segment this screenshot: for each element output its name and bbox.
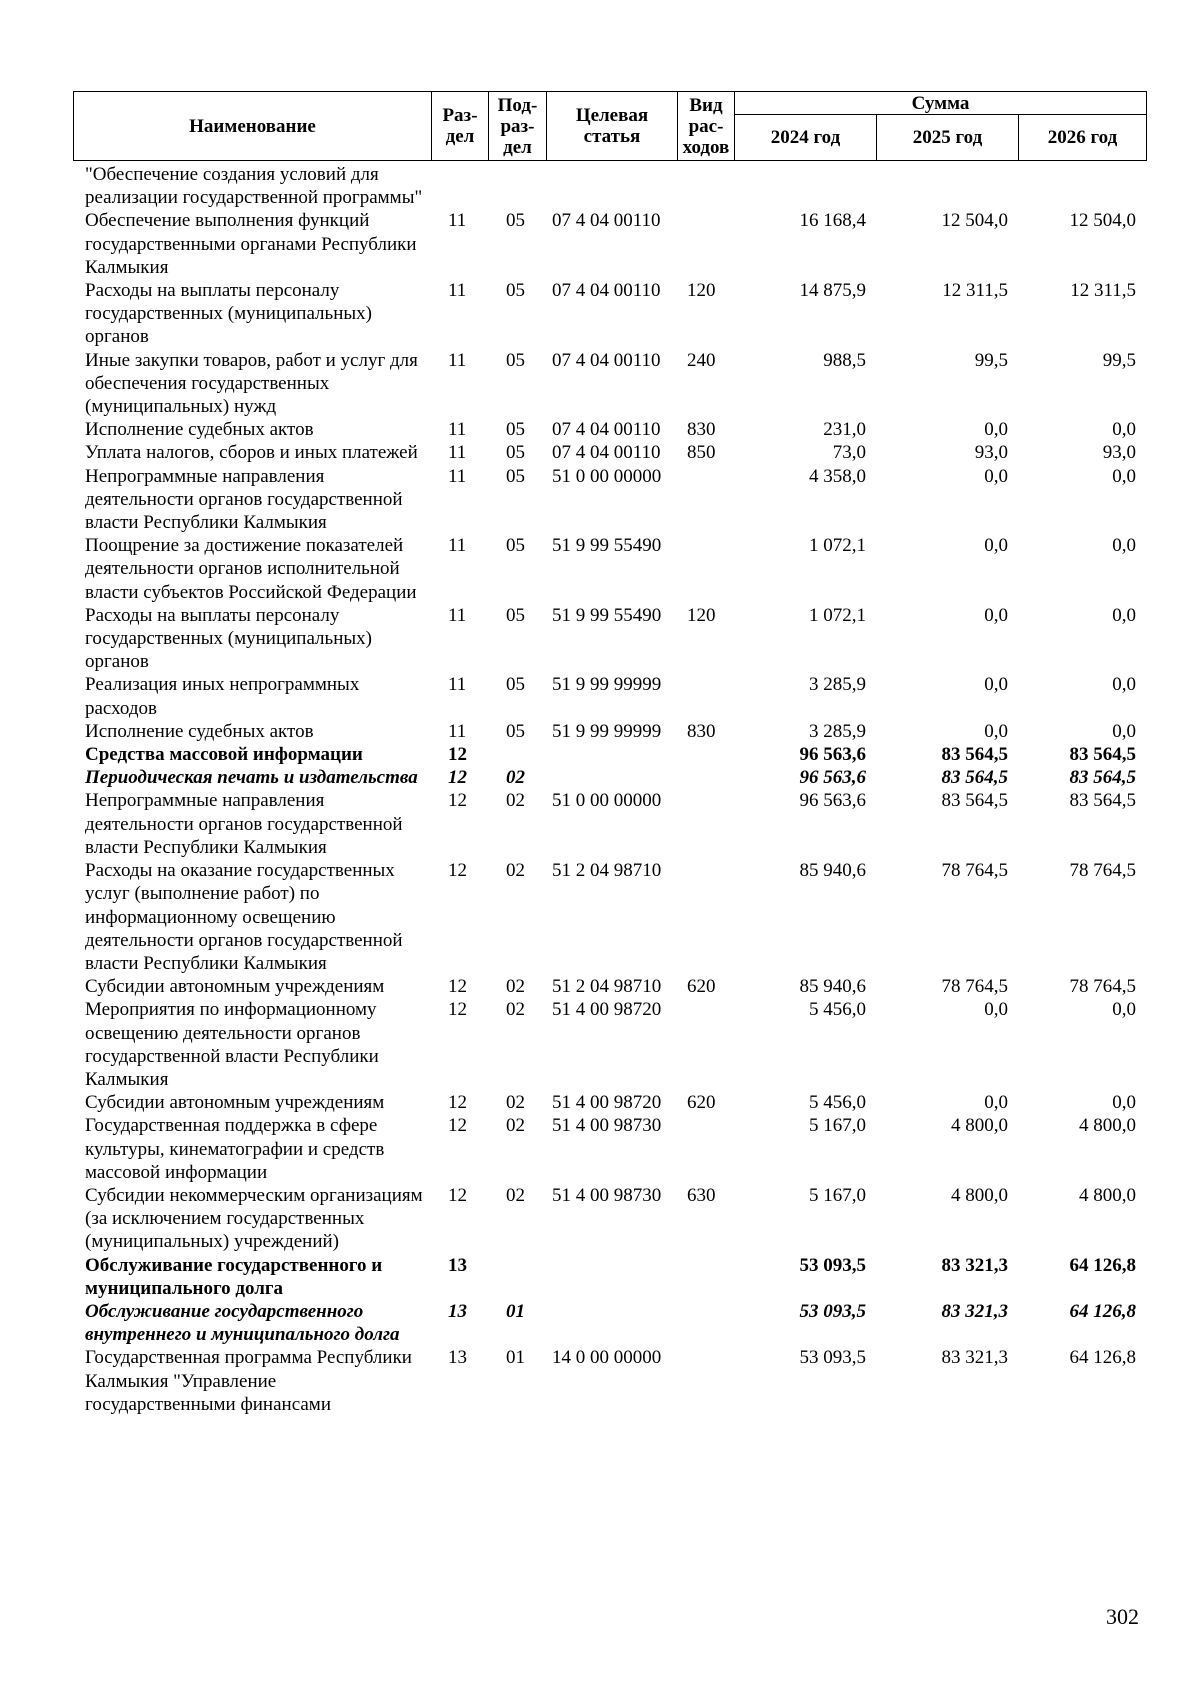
- row-razdel: 11: [448, 419, 467, 441]
- row-vid: [677, 209, 734, 279]
- row-name: Обслуживание государственного внутреннего и муниципального долга: [85, 1300, 400, 1346]
- row-target: [546, 743, 677, 766]
- row-amount-2024: 53 093,5: [799, 1347, 866, 1369]
- row-target: 51 9 99 55490: [552, 604, 662, 626]
- row-amount-2025: 0,0: [984, 604, 1008, 626]
- row-target: 51 4 00 98730: [552, 1115, 662, 1137]
- table-row: [73, 418, 1146, 441]
- row-target: 07 4 04 00110: [552, 419, 661, 441]
- row-amount-2025: 0,0: [984, 720, 1008, 742]
- row-target: 14 0 00 00000: [552, 1347, 662, 1369]
- row-amount-2025: 4 800,0: [951, 1184, 1008, 1206]
- row-amount-2025: 83 321,3: [941, 1254, 1008, 1276]
- row-razdel: 13: [448, 1347, 467, 1369]
- table-row: [73, 859, 1146, 975]
- row-target: [546, 1254, 677, 1300]
- budget-table: [73, 163, 1146, 1416]
- row-amount-2025: 0,0: [984, 535, 1008, 557]
- row-amount-2026: 12 311,5: [1070, 280, 1136, 302]
- row-amount-2026: 0,0: [1112, 1092, 1136, 1114]
- row-podrazdel: 05: [506, 210, 525, 232]
- header-summa: Сумма: [735, 92, 1147, 115]
- row-target: 51 4 00 98730: [552, 1184, 662, 1206]
- table-row: [73, 1184, 1146, 1254]
- row-amount-2026: 0,0: [1112, 465, 1136, 487]
- row-podrazdel: 02: [506, 1115, 525, 1137]
- row-name: Исполнение судебных актов: [85, 419, 314, 441]
- row-target: 51 9 99 55490: [552, 535, 662, 557]
- row-amount-2026: 99,5: [1102, 349, 1136, 371]
- row-vid: [677, 163, 734, 209]
- row-vid: [677, 673, 734, 719]
- table-row: [73, 998, 1146, 1091]
- row-name: Расходы на выплаты персоналу государственных (муниципальных) органов: [85, 280, 372, 348]
- row-amount-2024: 5 456,0: [809, 999, 866, 1021]
- row-amount-2026: 64 126,8: [1069, 1347, 1136, 1369]
- row-vid: [677, 766, 734, 789]
- row-amount-2025: 12 504,0: [941, 210, 1008, 232]
- row-razdel: 12: [448, 976, 467, 998]
- row-vid: [677, 1114, 734, 1184]
- table-row: [73, 441, 1146, 464]
- row-amount-2025: 4 800,0: [951, 1115, 1008, 1137]
- row-target: 51 9 99 99999: [552, 674, 662, 696]
- row-name: Субсидии автономным учреждениям: [85, 976, 385, 998]
- row-name: Субсидии некоммерческим организациям (за исключением государственных (муниципальных) учреждений): [85, 1184, 423, 1253]
- row-amount-2025: 0,0: [984, 419, 1008, 441]
- table-row: [73, 789, 1146, 859]
- row-name: Субсидии автономным учреждениям: [85, 1092, 385, 1114]
- row-amount-2024: 96 563,6: [799, 790, 866, 812]
- row-amount-2025: 83 564,5: [941, 790, 1008, 812]
- row-amount-2025: 0,0: [984, 674, 1008, 696]
- table-row: [73, 163, 1146, 209]
- row-amount-2026: 93,0: [1102, 442, 1136, 464]
- row-razdel: 12: [448, 790, 467, 812]
- row-amount-2025: 93,0: [974, 442, 1008, 464]
- row-podrazdel: 02: [506, 767, 525, 789]
- row-name: Поощрение за достижение показателей деятельности органов исполнительной власти субъектов Российской Федерации: [85, 535, 417, 603]
- row-amount-2025: 83 321,3: [941, 1347, 1008, 1369]
- row-name: Уплата налогов, сборов и иных платежей: [85, 442, 418, 464]
- row-amount-2024: 3 285,9: [809, 674, 866, 696]
- row-amount-2024: 4 358,0: [809, 465, 866, 487]
- row-amount-2026: 0,0: [1112, 604, 1136, 626]
- row-razdel: 11: [448, 465, 467, 487]
- row-amount-2025: 83 564,5: [941, 744, 1008, 766]
- row-amount-2026: 83 564,5: [1069, 767, 1136, 789]
- table-row: [73, 1300, 1146, 1346]
- table-header: [73, 91, 1147, 161]
- row-vid: [677, 534, 734, 604]
- row-podrazdel: 02: [506, 860, 525, 882]
- row-podrazdel: 01: [506, 1347, 525, 1369]
- row-vid: [677, 789, 734, 859]
- row-target: 51 2 04 98710: [552, 860, 662, 882]
- row-target: [546, 163, 677, 209]
- row-amount-2025: [876, 163, 1018, 209]
- row-razdel: 11: [448, 535, 467, 557]
- row-amount-2025: 0,0: [984, 1092, 1008, 1114]
- row-name: Обеспечение выполнения функций государственными органами Республики Калмыкия: [85, 210, 417, 278]
- table-row: [73, 673, 1146, 719]
- row-name: "Обеспечение создания условий для реализации государственной программы": [85, 164, 423, 209]
- row-vid: [677, 743, 734, 766]
- row-amount-2024: 53 093,5: [799, 1254, 866, 1276]
- row-podrazdel: 05: [506, 280, 525, 302]
- row-amount-2024: 5 167,0: [809, 1115, 866, 1137]
- row-amount-2026: 0,0: [1112, 999, 1136, 1021]
- row-name: Обслуживание государственного и муниципального долга: [85, 1254, 383, 1299]
- row-amount-2025: 83 321,3: [941, 1300, 1008, 1322]
- row-name: Государственная поддержка в сфере культуры, кинематографии и средств массовой информации: [85, 1115, 385, 1183]
- row-amount-2024: 3 285,9: [809, 720, 866, 742]
- row-amount-2024: 85 940,6: [799, 860, 866, 882]
- row-name: Непрограммные направления деятельности органов государственной власти Республики Калмыкия: [85, 465, 403, 534]
- row-amount-2025: 0,0: [984, 999, 1008, 1021]
- row-podrazdel: 02: [506, 999, 525, 1021]
- row-amount-2026: [1018, 163, 1146, 209]
- row-podrazdel: [488, 1254, 546, 1300]
- row-amount-2024: 96 563,6: [799, 744, 866, 766]
- header-name: Наименование: [74, 92, 432, 161]
- row-target: 51 4 00 98720: [552, 999, 662, 1021]
- header-target: Целевая статья: [547, 92, 678, 161]
- row-amount-2026: 0,0: [1112, 674, 1136, 696]
- row-vid: 620: [687, 1092, 716, 1114]
- header-year-2026: 2026 год: [1019, 115, 1147, 161]
- row-amount-2024: 14 875,9: [799, 280, 866, 302]
- table-row: [73, 743, 1146, 766]
- header-vid: Вид рас- ходов: [678, 92, 735, 161]
- row-podrazdel: 05: [506, 604, 525, 626]
- header-razdel: Раз- дел: [432, 92, 489, 161]
- row-amount-2025: 0,0: [984, 465, 1008, 487]
- page-number: 302: [1106, 1604, 1139, 1629]
- row-amount-2026: 83 564,5: [1069, 744, 1136, 766]
- row-vid: 120: [687, 280, 716, 302]
- row-razdel: 11: [448, 442, 467, 464]
- row-target: 07 4 04 00110: [552, 280, 661, 302]
- row-name: Непрограммные направления деятельности органов государственной власти Республики Калмыкия: [85, 790, 403, 858]
- row-name: Расходы на оказание государственных услуг (выполнение работ) по информационному освещению деятельности органов государственной власти Республики Калмыкия: [85, 860, 403, 974]
- row-amount-2024: 96 563,6: [799, 767, 866, 789]
- row-podrazdel: 05: [506, 465, 525, 487]
- row-amount-2024: 1 072,1: [809, 604, 866, 626]
- table-row: [73, 1114, 1146, 1184]
- row-amount-2026: 0,0: [1112, 535, 1136, 557]
- header-year-2025: 2025 год: [877, 115, 1019, 161]
- row-name: Мероприятия по информационному освещению деятельности органов государственной власти Республики Калмыкия: [85, 999, 379, 1090]
- row-razdel: 13: [448, 1254, 467, 1276]
- row-podrazdel: 05: [506, 442, 525, 464]
- row-razdel: [431, 163, 488, 209]
- row-target: 07 4 04 00110: [552, 442, 661, 464]
- row-razdel: 11: [448, 674, 467, 696]
- row-amount-2026: 12 504,0: [1069, 210, 1136, 232]
- row-target: [546, 1300, 677, 1346]
- row-vid: 620: [687, 976, 716, 998]
- row-name: Реализация иных непрограммных расходов: [85, 674, 360, 719]
- row-vid: [677, 1346, 734, 1416]
- row-podrazdel: 02: [506, 790, 525, 812]
- row-podrazdel: 05: [506, 535, 525, 557]
- row-name: Расходы на выплаты персоналу государственных (муниципальных) органов: [85, 604, 372, 673]
- row-amount-2026: 64 126,8: [1069, 1300, 1136, 1322]
- row-podrazdel: 02: [506, 1092, 525, 1114]
- row-amount-2024: 16 168,4: [799, 210, 866, 232]
- table-row: [73, 465, 1146, 535]
- row-target: [546, 766, 677, 789]
- table-row: [73, 975, 1146, 998]
- row-amount-2025: 78 764,5: [941, 976, 1008, 998]
- row-amount-2024: 85 940,6: [799, 976, 866, 998]
- row-amount-2026: 64 126,8: [1069, 1254, 1136, 1276]
- row-amount-2026: 4 800,0: [1079, 1115, 1136, 1137]
- row-amount-2026: 0,0: [1112, 720, 1136, 742]
- row-vid: [677, 1300, 734, 1346]
- row-vid: [677, 998, 734, 1091]
- row-amount-2024: 73,0: [832, 442, 866, 464]
- row-razdel: 12: [448, 860, 467, 882]
- row-razdel: 12: [448, 1115, 467, 1137]
- row-amount-2026: 83 564,5: [1069, 790, 1136, 812]
- row-name: Иные закупки товаров, работ и услуг для обеспечения государственных (муниципальных) нужд: [85, 349, 418, 418]
- row-razdel: 13: [448, 1300, 467, 1322]
- row-podrazdel: 05: [506, 419, 525, 441]
- table-row: [73, 1091, 1146, 1114]
- row-vid: 630: [687, 1184, 716, 1206]
- row-target: 07 4 04 00110: [552, 349, 661, 371]
- header-year-2024: 2024 год: [735, 115, 877, 161]
- table-row: [73, 349, 1146, 419]
- row-vid: [677, 1254, 734, 1300]
- row-amount-2024: 53 093,5: [799, 1300, 866, 1322]
- row-amount-2024: 5 456,0: [809, 1092, 866, 1114]
- row-podrazdel: 01: [506, 1300, 525, 1322]
- row-podrazdel: 02: [506, 1184, 525, 1206]
- table-row: [73, 1254, 1146, 1300]
- row-amount-2025: 83 564,5: [941, 767, 1008, 789]
- table-row: [73, 720, 1146, 743]
- table-row: [73, 1346, 1146, 1416]
- row-amount-2024: 231,0: [823, 419, 866, 441]
- row-target: 51 9 99 99999: [552, 720, 662, 742]
- row-podrazdel: 05: [506, 674, 525, 696]
- row-amount-2026: 4 800,0: [1079, 1184, 1136, 1206]
- row-target: 07 4 04 00110: [552, 210, 661, 232]
- table-row: [73, 209, 1146, 279]
- row-razdel: 12: [448, 767, 467, 789]
- row-amount-2026: 78 764,5: [1069, 976, 1136, 998]
- row-podrazdel: 05: [506, 720, 525, 742]
- row-razdel: 12: [448, 999, 467, 1021]
- row-vid: 240: [687, 349, 716, 371]
- row-podrazdel: [488, 163, 546, 209]
- row-vid: [677, 859, 734, 975]
- row-vid: 120: [687, 604, 716, 626]
- row-name: Исполнение судебных актов: [85, 720, 314, 742]
- row-amount-2025: 99,5: [974, 349, 1008, 371]
- table-row: [73, 279, 1146, 349]
- table-row: [73, 534, 1146, 604]
- row-amount-2024: 1 072,1: [809, 535, 866, 557]
- row-name: Средства массовой информации: [85, 744, 363, 766]
- row-podrazdel: 05: [506, 349, 525, 371]
- row-amount-2024: [734, 163, 876, 209]
- row-podrazdel: [488, 743, 546, 766]
- row-vid: 850: [687, 442, 716, 464]
- row-vid: 830: [687, 419, 716, 441]
- row-target: 51 4 00 98720: [552, 1092, 662, 1114]
- row-razdel: 12: [448, 1184, 467, 1206]
- row-amount-2024: 988,5: [823, 349, 866, 371]
- row-razdel: 11: [448, 720, 467, 742]
- row-name: Государственная программа Республики Калмыкия "Управление государственными финансами: [85, 1347, 412, 1415]
- table-row: [73, 604, 1146, 674]
- row-amount-2025: 78 764,5: [941, 860, 1008, 882]
- row-podrazdel: 02: [506, 976, 525, 998]
- row-target: 51 0 00 00000: [552, 465, 662, 487]
- row-razdel: 11: [448, 604, 467, 626]
- header-podrazdel: Под- раз- дел: [489, 92, 547, 161]
- row-amount-2024: 5 167,0: [809, 1184, 866, 1206]
- row-razdel: 11: [448, 210, 467, 232]
- row-razdel: 12: [448, 1092, 467, 1114]
- row-vid: 830: [687, 720, 716, 742]
- row-razdel: 11: [448, 349, 467, 371]
- row-name: Периодическая печать и издательства: [85, 767, 418, 789]
- row-razdel: 11: [448, 280, 467, 302]
- row-target: 51 0 00 00000: [552, 790, 662, 812]
- row-target: 51 2 04 98710: [552, 976, 662, 998]
- row-amount-2025: 12 311,5: [942, 280, 1008, 302]
- table-row: [73, 766, 1146, 789]
- row-amount-2026: 0,0: [1112, 419, 1136, 441]
- row-amount-2026: 78 764,5: [1069, 860, 1136, 882]
- row-vid: [677, 465, 734, 535]
- row-razdel: 12: [448, 744, 467, 766]
